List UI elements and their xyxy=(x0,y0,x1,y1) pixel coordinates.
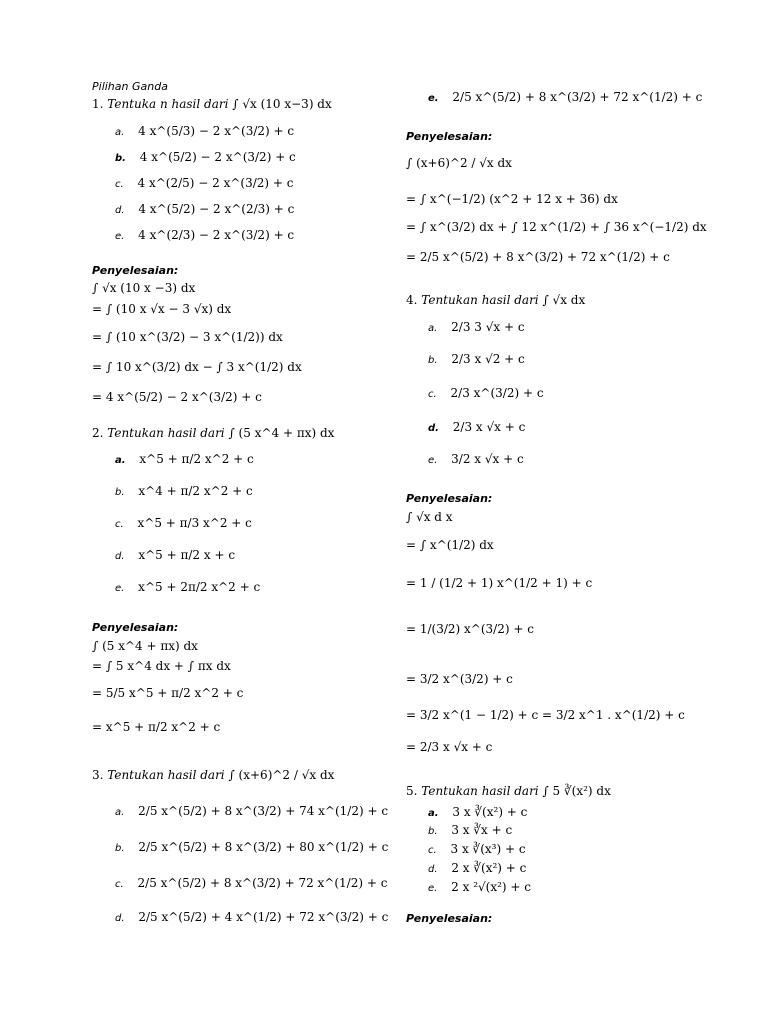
option-expression: 2/5 x^(5/2) + 8 x^(3/2) + 72 x^(1/2) + c xyxy=(452,90,703,104)
option-d[interactable] xyxy=(428,420,525,436)
option-b[interactable] xyxy=(115,840,388,856)
option-e[interactable] xyxy=(428,880,531,896)
option-a[interactable] xyxy=(115,452,254,468)
solution-label: Penyelesaian: xyxy=(406,912,493,925)
option-expression: 2/5 x^(5/2) + 8 x^(3/2) + 72 x^(1/2) + c xyxy=(137,876,388,890)
question-number: 3. xyxy=(92,768,104,782)
option-expression: 2 x ²√(x²) + c xyxy=(451,880,532,894)
solution-step: = 3/2 x^(3/2) + c xyxy=(406,672,513,686)
option-expression: 3 x ∛(x²) + c xyxy=(452,805,528,819)
question-text: Tentukan hasil dari xyxy=(421,784,539,798)
option-e[interactable] xyxy=(428,90,702,106)
option-letter: c. xyxy=(115,179,124,190)
option-expression: 2/3 x^(3/2) + c xyxy=(450,386,544,400)
option-letter: a. xyxy=(115,127,125,138)
option-letter: d. xyxy=(428,864,438,875)
solution-step: = ∫ 10 x^(3/2) dx − ∫ 3 x^(1/2) dx xyxy=(92,360,302,374)
option-letter: a. xyxy=(115,807,125,818)
question-expression: ∫ √x (10 x−3) dx xyxy=(232,97,332,111)
option-expression: x^4 + π/2 x^2 + c xyxy=(138,484,253,498)
question-number: 5. xyxy=(406,784,418,798)
option-letter: c. xyxy=(428,845,437,856)
option-b[interactable] xyxy=(428,352,525,368)
option-letter: a. xyxy=(428,323,438,334)
question-text: Tentukan hasil dari xyxy=(107,426,225,440)
option-letter: e. xyxy=(115,231,125,242)
option-c[interactable] xyxy=(115,516,252,532)
option-letter: a. xyxy=(115,455,126,466)
question-text: Tentukan hasil dari xyxy=(107,768,225,782)
option-letter: c. xyxy=(115,879,124,890)
option-letter: e. xyxy=(428,93,439,104)
option-b[interactable] xyxy=(115,484,253,500)
option-letter: b. xyxy=(115,153,126,164)
option-letter: e. xyxy=(115,583,125,594)
option-a[interactable] xyxy=(115,124,294,140)
section-header: Pilihan Ganda xyxy=(92,80,168,93)
option-expression: 4 x^(2/5) − 2 x^(3/2) + c xyxy=(137,176,294,190)
option-expression: 2/5 x^(5/2) + 8 x^(3/2) + 74 x^(1/2) + c xyxy=(138,804,389,818)
solution-step: ∫ (x+6)^2 / √x dx xyxy=(406,156,512,170)
solution-step: = 3/2 x^(1 − 1/2) + c = 3/2 x^1 . x^(1/2) + c xyxy=(406,708,685,722)
option-d[interactable] xyxy=(115,548,235,564)
option-letter: e. xyxy=(428,455,438,466)
option-expression: x^5 + π/3 x^2 + c xyxy=(137,516,252,530)
question-2 xyxy=(92,426,334,440)
option-expression: 3 x ∛x + c xyxy=(451,823,513,837)
solution-step: = ∫ (10 x √x − 3 √x) dx xyxy=(92,302,232,316)
option-expression: 2/5 x^(5/2) + 4 x^(1/2) + 72 x^(3/2) + c xyxy=(138,910,389,924)
solution-label: Penyelesaian: xyxy=(406,492,493,505)
option-letter: d. xyxy=(115,551,125,562)
question-text: Tentukan hasil dari xyxy=(421,293,539,307)
option-expression: 3 x ∛(x³) + c xyxy=(450,842,526,856)
question-expression: ∫ 5 ∛(x²) dx xyxy=(542,784,611,798)
solution-step: = 1/(3/2) x^(3/2) + c xyxy=(406,622,534,636)
option-e[interactable] xyxy=(115,228,294,244)
option-e[interactable] xyxy=(115,580,260,596)
option-letter: c. xyxy=(428,389,437,400)
option-letter: b. xyxy=(428,355,438,366)
solution-step: = ∫ 5 x^4 dx + ∫ πx dx xyxy=(92,659,231,673)
question-3 xyxy=(92,768,334,782)
solution-step: = 2/3 x √x + c xyxy=(406,740,493,754)
solution-label: Penyelesaian: xyxy=(406,130,493,143)
solution-step: = 4 x^(5/2) − 2 x^(3/2) + c xyxy=(92,390,262,404)
option-e[interactable] xyxy=(428,452,524,468)
option-d[interactable] xyxy=(428,861,526,877)
option-b[interactable] xyxy=(115,150,296,166)
question-text: Tentuka n hasil dari xyxy=(107,97,229,111)
solution-step: = 1 / (1/2 + 1) x^(1/2 + 1) + c xyxy=(406,576,593,590)
question-number: 1. xyxy=(92,97,104,111)
option-d[interactable] xyxy=(115,202,294,218)
option-c[interactable] xyxy=(428,386,544,402)
solution-step: = ∫ x^(1/2) dx xyxy=(406,538,494,552)
question-1 xyxy=(92,97,332,111)
option-expression: 2/3 x √2 + c xyxy=(451,352,525,366)
option-expression: 2 x ∛(x²) + c xyxy=(451,861,527,875)
option-c[interactable] xyxy=(115,876,387,892)
solution-step: = ∫ x^(−1/2) (x^2 + 12 x + 36) dx xyxy=(406,192,618,206)
option-expression: x^5 + 2π/2 x^2 + c xyxy=(138,580,261,594)
option-expression: 2/3 x √x + c xyxy=(452,420,526,434)
option-letter: c. xyxy=(115,519,124,530)
option-expression: 4 x^(2/3) − 2 x^(3/2) + c xyxy=(138,228,295,242)
option-c[interactable] xyxy=(428,842,526,858)
question-expression: ∫ (5 x^4 + πx) dx xyxy=(228,426,335,440)
solution-step: ∫ (5 x^4 + πx) dx xyxy=(92,639,198,653)
option-letter: a. xyxy=(428,808,439,819)
option-a[interactable] xyxy=(115,804,388,820)
solution-label: Penyelesaian: xyxy=(92,621,179,634)
solution-step: = 5/5 x^5 + π/2 x^2 + c xyxy=(92,686,244,700)
option-expression: 2/3 3 √x + c xyxy=(451,320,525,334)
option-a[interactable] xyxy=(428,805,527,821)
option-letter: b. xyxy=(115,843,125,854)
solution-step: = 2/5 x^(5/2) + 8 x^(3/2) + 72 x^(1/2) + c xyxy=(406,250,670,264)
option-a[interactable] xyxy=(428,320,525,336)
question-expression: ∫ √x dx xyxy=(542,293,586,307)
option-expression: 2/5 x^(5/2) + 8 x^(3/2) + 80 x^(1/2) + c xyxy=(138,840,389,854)
option-expression: x^5 + π/2 x + c xyxy=(138,548,236,562)
option-expression: x^5 + π/2 x^2 + c xyxy=(139,452,254,466)
question-number: 4. xyxy=(406,293,418,307)
solution-step: = ∫ (10 x^(3/2) − 3 x^(1/2)) dx xyxy=(92,330,283,344)
solution-label: Penyelesaian: xyxy=(92,264,179,277)
solution-step: ∫ √x d x xyxy=(406,510,453,524)
option-b[interactable] xyxy=(428,823,512,839)
option-letter: d. xyxy=(115,205,125,216)
option-letter: e. xyxy=(428,883,438,894)
question-expression: ∫ (x+6)^2 / √x dx xyxy=(228,768,335,782)
solution-step: ∫ √x (10 x −3) dx xyxy=(92,281,196,295)
solution-step: = ∫ x^(3/2) dx + ∫ 12 x^(1/2) + ∫ 36 x^(−1/2) dx xyxy=(406,220,707,234)
option-letter: b. xyxy=(115,487,125,498)
option-letter: d. xyxy=(115,913,125,924)
question-number: 2. xyxy=(92,426,104,440)
option-expression: 4 x^(5/3) − 2 x^(3/2) + c xyxy=(138,124,295,138)
solution-step: = x^5 + π/2 x^2 + c xyxy=(92,720,221,734)
option-expression: 4 x^(5/2) − 2 x^(3/2) + c xyxy=(139,150,296,164)
option-d[interactable] xyxy=(115,910,388,926)
option-expression: 3/2 x √x + c xyxy=(451,452,524,466)
question-4 xyxy=(406,293,585,307)
option-c[interactable] xyxy=(115,176,294,192)
option-letter: d. xyxy=(428,423,439,434)
question-5 xyxy=(406,784,611,798)
option-expression: 4 x^(5/2) − 2 x^(2/3) + c xyxy=(138,202,295,216)
option-letter: b. xyxy=(428,826,438,837)
